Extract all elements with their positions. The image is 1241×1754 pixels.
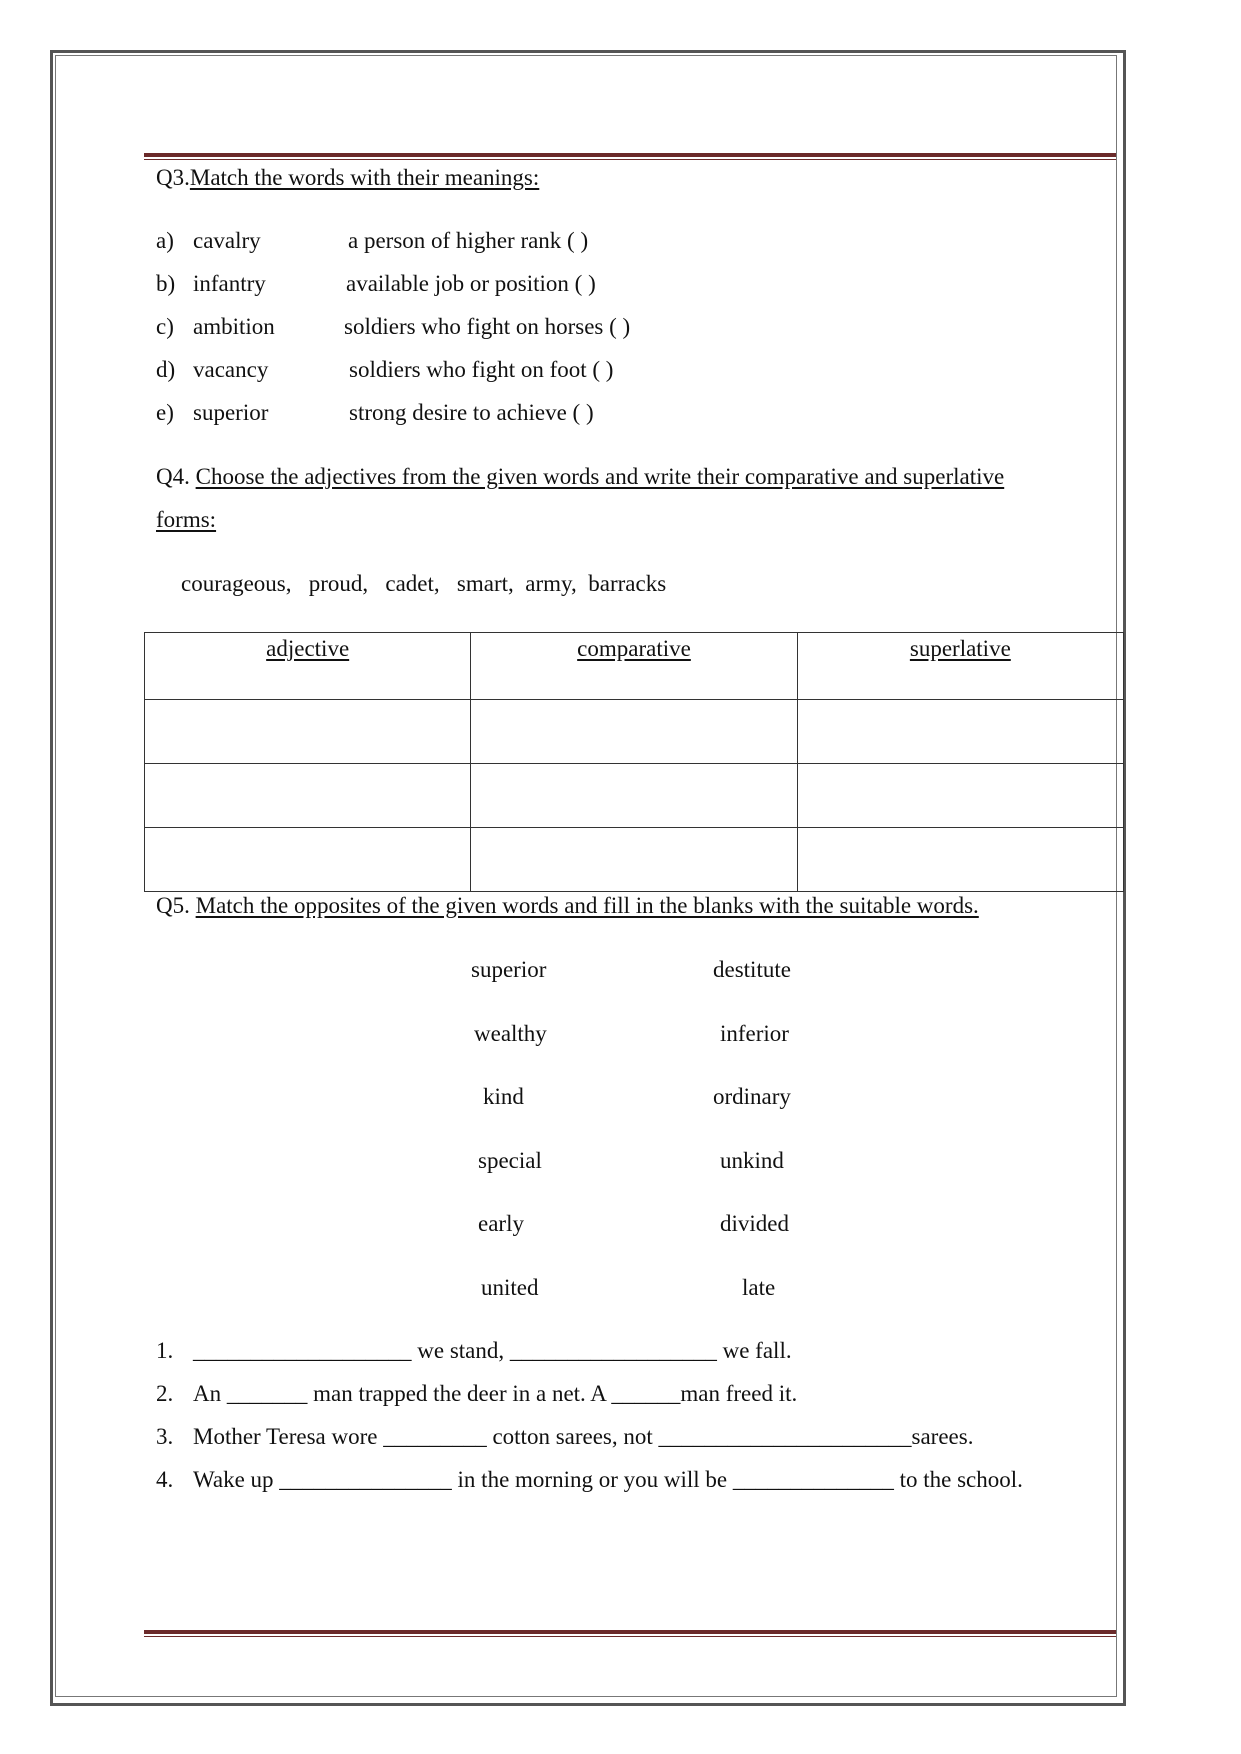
q3-item-word: ambition (193, 314, 275, 339)
opposite-right-word: late (742, 1275, 776, 1300)
table-header-cell (797, 633, 1123, 700)
q3-item-word: infantry (193, 271, 266, 296)
q3-item-meaning: soldiers who fight on foot ( ) (349, 357, 614, 382)
q3-item-marker: c) (156, 314, 174, 339)
bottom-divider (144, 1630, 1116, 1637)
opposite-right-word: inferior (720, 1021, 789, 1046)
top-divider (144, 153, 1116, 160)
q4-heading (156, 465, 1004, 488)
sentence-number: 4. (156, 1467, 174, 1492)
table-row (145, 828, 1124, 892)
table-row (145, 700, 1124, 764)
opposite-right-word: ordinary (713, 1084, 791, 1109)
q3-title: Match the words with their meanings: (189, 165, 540, 190)
q3-item-word: superior (193, 400, 269, 425)
q3-item-meaning: available job or position ( ) (346, 271, 596, 296)
opposite-left-word: kind (483, 1084, 524, 1109)
table-header-row (145, 633, 1124, 700)
table-cell[interactable] (797, 764, 1123, 828)
sentence-text[interactable]: ___________________ we stand, __________________ we fall. (193, 1338, 792, 1363)
table-cell[interactable] (471, 828, 797, 892)
q3-label: Q3. (156, 165, 190, 190)
opposite-right-word: divided (720, 1211, 789, 1236)
sentence-text[interactable]: Mother Teresa wore _________ cotton sarees, not ______________________sarees. (193, 1424, 974, 1449)
q5-label: Q5. (156, 893, 196, 918)
sentence-number: 3. (156, 1424, 174, 1449)
sentence-number: 1. (156, 1338, 174, 1363)
sentence-number: 2. (156, 1381, 174, 1406)
degrees-table (144, 632, 1124, 892)
table-cell[interactable] (145, 828, 471, 892)
table-header-cell (471, 633, 797, 700)
q5-title: Match the opposites of the given words and fill in the blanks with the suitable words. (195, 893, 979, 918)
q3-item-marker: d) (156, 357, 176, 382)
q4-word-list: courageous, proud, cadet, smart, army, barracks (181, 571, 667, 596)
q4-title-line1: Choose the adjectives from the given words and write their comparative and superlative (195, 464, 1005, 489)
q3-item-meaning: soldiers who fight on horses ( ) (344, 314, 631, 339)
q4-title-line2: forms: (156, 507, 217, 532)
superlative-header: superlative (909, 636, 1011, 661)
q5-heading (156, 894, 979, 917)
comparative-header: comparative (577, 636, 691, 661)
opposite-right-word: unkind (720, 1148, 784, 1173)
opposite-left-word: superior (471, 957, 547, 982)
table-cell[interactable] (145, 764, 471, 828)
table-cell[interactable] (797, 828, 1123, 892)
q3-item-meaning: a person of higher rank ( ) (348, 228, 589, 253)
q3-item-word: vacancy (193, 357, 269, 382)
q4-label: Q4. (156, 464, 196, 489)
sentence-text[interactable]: An _______ man trapped the deer in a net. A ______man freed it. (193, 1381, 798, 1406)
table-header-cell (145, 633, 471, 700)
q3-item-marker: e) (156, 400, 174, 425)
table-cell[interactable] (145, 700, 471, 764)
sentence-text[interactable]: Wake up _______________ in the morning or you will be ______________ to the school. (193, 1467, 1023, 1492)
opposite-left-word: early (478, 1211, 524, 1236)
table-cell[interactable] (471, 764, 797, 828)
q3-item-marker: b) (156, 271, 176, 296)
adjective-header: adjective (266, 636, 350, 661)
opposite-left-word: special (478, 1148, 542, 1173)
table-cell[interactable] (471, 700, 797, 764)
table-cell[interactable] (797, 700, 1123, 764)
q3-heading (156, 166, 539, 189)
q3-item-meaning: strong desire to achieve ( ) (349, 400, 594, 425)
opposite-right-word: destitute (713, 957, 791, 982)
opposite-left-word: united (481, 1275, 539, 1300)
q3-item-marker: a) (156, 228, 174, 253)
q3-item-word: cavalry (193, 228, 261, 253)
table-row (145, 764, 1124, 828)
opposite-left-word: wealthy (474, 1021, 547, 1046)
